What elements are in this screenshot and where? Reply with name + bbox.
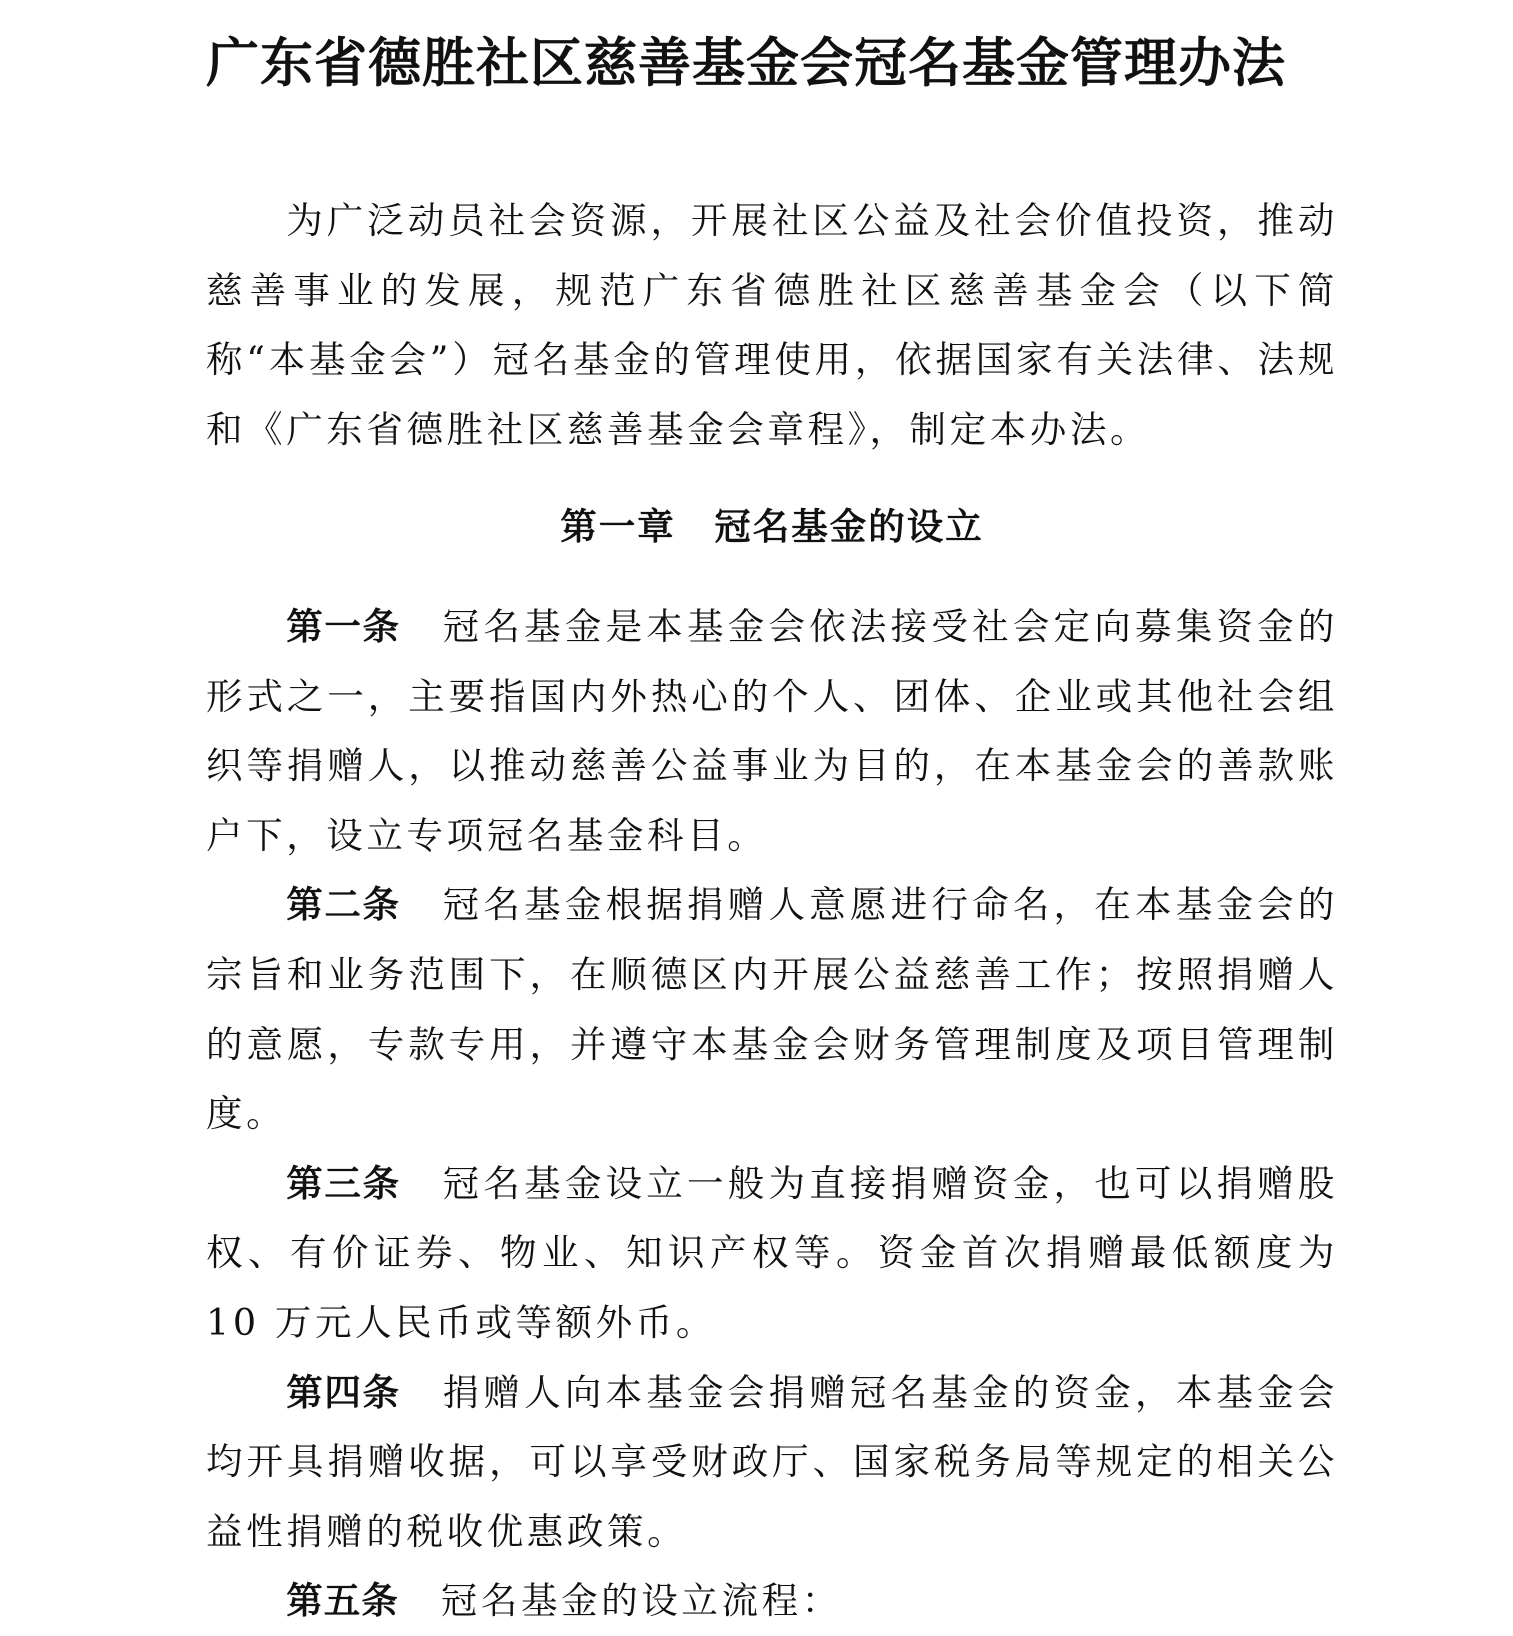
- article-label: 第一条: [286, 604, 401, 648]
- article-paragraph: [206, 1566, 1338, 1636]
- article-text: 冠名基金是本基金会依法接受社会定向募集资金的形式之一，主要指国内外热心的个人、团体、企业或其他社会组织等捐赠人，以推动慈善公益事业为目的，在本基金会的善款账户下，设立专项冠名基金科目。: [206, 604, 1338, 857]
- article-label: 第二条: [286, 883, 401, 927]
- article-text: 冠名基金的设立流程：: [440, 1579, 842, 1623]
- document-body: [206, 186, 1338, 1636]
- article-paragraph: [206, 592, 1338, 870]
- article-label: 第三条: [286, 1161, 401, 1205]
- intro-paragraph: 为广泛动员社会资源，开展社区公益及社会价值投资，推动慈善事业的发展，规范广东省德胜社区慈善基金会（以下简称“本基金会”）冠名基金的管理使用，依据国家有关法律、法规和《广东省德胜社区慈善基金会章程》，制定本办法。: [206, 199, 1338, 451]
- article-label: 第四条: [286, 1370, 401, 1414]
- article-label: 第五条: [286, 1579, 399, 1623]
- chapter-heading: 第一章 冠名基金的设立: [560, 505, 984, 549]
- document-title: 广东省德胜社区慈善基金会冠名基金管理办法: [206, 33, 1286, 94]
- article-paragraph: [206, 870, 1338, 1148]
- article-text: 冠名基金根据捐赠人意愿进行命名，在本基金会的宗旨和业务范围下，在顺德区内开展公益慈善工作；按照捐赠人的意愿，专款专用，并遵守本基金会财务管理制度及项目管理制度。: [206, 883, 1338, 1136]
- article-text: 捐赠人向本基金会捐赠冠名基金的资金，本基金会均开具捐赠收据，可以享受财政厅、国家税务局等规定的相关公益性捐赠的税收优惠政策。: [206, 1370, 1338, 1553]
- article-paragraph: [206, 1149, 1338, 1358]
- article-paragraph: [206, 1358, 1338, 1567]
- article-text: 冠名基金设立一般为直接捐赠资金，也可以捐赠股权、有价证券、物业、知识产权等。资金首次捐赠最低额度为 10 万元人民币或等额外币。: [206, 1161, 1338, 1344]
